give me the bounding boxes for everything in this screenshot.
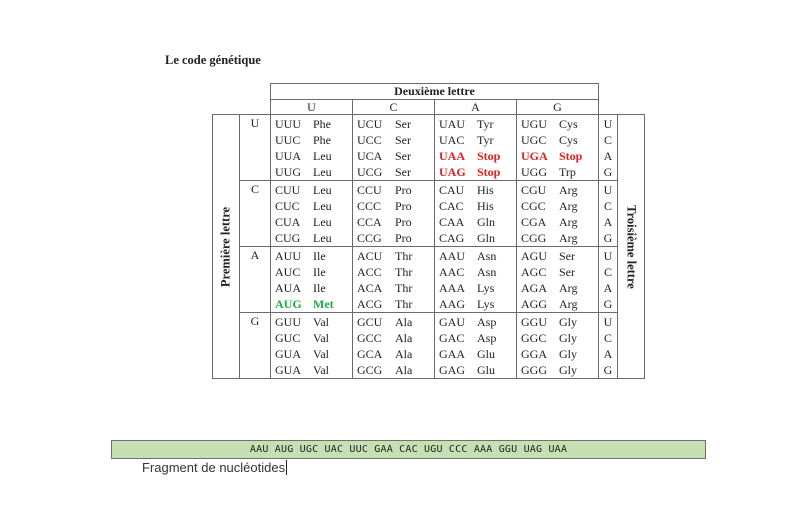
codon-entry <box>275 214 350 230</box>
codon-entry <box>439 248 514 264</box>
amino-acid: Arg <box>559 297 578 311</box>
amino-acid: Ala <box>395 347 413 361</box>
codon-entry <box>357 264 432 280</box>
codon-entry <box>275 314 350 330</box>
amino-acid: Asp <box>477 315 497 329</box>
amino-acid: Met <box>313 297 334 311</box>
codon-entry <box>521 314 596 330</box>
column-letter-row <box>213 100 645 115</box>
codon-entry <box>275 330 350 346</box>
codon-entry <box>521 214 596 230</box>
third-letter: G <box>603 165 613 179</box>
third-letter-label: Troisième lettre <box>624 204 639 289</box>
third-letter-cell <box>599 115 618 181</box>
amino-acid: Leu <box>313 149 332 163</box>
amino-acid: Pro <box>395 215 412 229</box>
codon: GGG <box>521 363 547 377</box>
genetic-code-table <box>212 83 645 379</box>
amino-acid: Stop <box>559 149 583 163</box>
codon-cell <box>517 313 599 379</box>
first-letter: C <box>240 181 271 247</box>
codon-entry <box>521 248 596 264</box>
third-letter: C <box>603 133 612 147</box>
third-letter-axis <box>618 115 645 379</box>
codon-entry <box>439 314 514 330</box>
amino-acid: Asn <box>477 265 497 279</box>
codon-cell <box>517 115 599 181</box>
codon: CUA <box>275 215 301 229</box>
text-cursor <box>286 460 287 475</box>
codon: GCU <box>357 315 383 329</box>
first-letter-label: Première lettre <box>218 206 233 287</box>
amino-acid: Trp <box>559 165 576 179</box>
amino-acid: Cys <box>559 117 578 131</box>
amino-acid: Ala <box>395 331 413 345</box>
codon: AUG <box>275 297 302 311</box>
column-letter: C <box>353 100 435 115</box>
codon: UGC <box>521 133 547 147</box>
amino-acid: Arg <box>559 215 578 229</box>
codon-entry <box>521 164 596 180</box>
codon-entry <box>357 164 432 180</box>
codon: GUA <box>275 347 301 361</box>
codon: UAG <box>439 165 466 179</box>
codon: UAC <box>439 133 465 147</box>
codon-cell <box>271 313 353 379</box>
codon-entry <box>439 164 514 180</box>
codon-entry <box>275 164 350 180</box>
codon-entry <box>275 182 350 198</box>
header-row <box>213 84 645 100</box>
codon: CCU <box>357 183 382 197</box>
codon-entry <box>275 346 350 362</box>
amino-acid: Gly <box>559 315 577 329</box>
codon-entry <box>275 362 350 378</box>
amino-acid: Gly <box>559 331 577 345</box>
codon: AUC <box>275 265 301 279</box>
codon-entry <box>439 230 514 246</box>
amino-acid: Tyr <box>477 117 494 131</box>
column-letter: A <box>435 100 517 115</box>
codon: UGA <box>521 149 548 163</box>
codon: GAG <box>439 363 465 377</box>
codon-entry <box>357 132 432 148</box>
amino-acid: Leu <box>313 165 332 179</box>
first-letter: U <box>240 115 271 181</box>
codon: AAC <box>439 265 465 279</box>
codon-entry <box>357 148 432 164</box>
codon-entry <box>357 248 432 264</box>
codon-cell <box>517 247 599 313</box>
amino-acid: Glu <box>477 363 495 377</box>
codon-entry <box>357 330 432 346</box>
codon-cell <box>271 181 353 247</box>
codon-entry <box>275 230 350 246</box>
codon: UCU <box>357 117 383 131</box>
codon: AAU <box>439 249 465 263</box>
codon: GUC <box>275 331 301 345</box>
codon: UUA <box>275 149 301 163</box>
codon-block-row <box>213 181 645 247</box>
codon-entry <box>439 346 514 362</box>
codon-entry <box>521 198 596 214</box>
amino-acid: Thr <box>395 265 413 279</box>
codon: UGU <box>521 117 547 131</box>
amino-acid: Tyr <box>477 133 494 147</box>
codon-cell <box>435 313 517 379</box>
codon-cell <box>353 115 435 181</box>
third-letter: C <box>603 199 612 213</box>
third-letter-cell <box>599 313 618 379</box>
codon: AAG <box>439 297 465 311</box>
amino-acid: Asn <box>477 249 497 263</box>
first-letter: A <box>240 247 271 313</box>
codon: UUU <box>275 117 301 131</box>
codon-entry <box>439 116 514 132</box>
codon-entry <box>357 214 432 230</box>
codon-entry <box>439 362 514 378</box>
codon: UUC <box>275 133 301 147</box>
amino-acid: Arg <box>559 281 578 295</box>
codon-entry <box>439 214 514 230</box>
codon: GAU <box>439 315 465 329</box>
codon: CCC <box>357 199 382 213</box>
third-letter: A <box>603 215 613 229</box>
amino-acid: Ser <box>395 165 411 179</box>
amino-acid: Val <box>313 315 329 329</box>
codon: UAU <box>439 117 465 131</box>
codon-cell <box>435 247 517 313</box>
amino-acid: Val <box>313 331 329 345</box>
codon-entry <box>439 330 514 346</box>
codon-entry <box>439 132 514 148</box>
codon: CCG <box>357 231 382 245</box>
amino-acid: Ala <box>395 315 413 329</box>
amino-acid: Cys <box>559 133 578 147</box>
codon: GAA <box>439 347 465 361</box>
codon: GGU <box>521 315 547 329</box>
codon-entry <box>439 296 514 312</box>
codon: AGU <box>521 249 547 263</box>
codon: UCG <box>357 165 383 179</box>
codon: CUU <box>275 183 301 197</box>
codon-block-row <box>213 247 645 313</box>
first-letter-axis <box>213 115 240 379</box>
codon: GGC <box>521 331 547 345</box>
codon-entry <box>357 116 432 132</box>
amino-acid: Pro <box>395 199 412 213</box>
amino-acid: Ile <box>313 265 326 279</box>
amino-acid: Pro <box>395 183 412 197</box>
amino-acid: Stop <box>477 149 501 163</box>
amino-acid: Arg <box>559 231 578 245</box>
codon-entry <box>439 182 514 198</box>
third-letter: U <box>603 249 613 263</box>
codon-entry <box>357 362 432 378</box>
codon: CAG <box>439 231 465 245</box>
codon: CGA <box>521 215 547 229</box>
amino-acid: Ala <box>395 363 413 377</box>
codon-entry <box>357 280 432 296</box>
third-letter-cell <box>599 181 618 247</box>
codon-entry <box>275 280 350 296</box>
codon-cell <box>353 247 435 313</box>
codon-entry <box>521 346 596 362</box>
amino-acid: Glu <box>477 347 495 361</box>
codon: AGG <box>521 297 547 311</box>
codon-entry <box>275 264 350 280</box>
amino-acid: Thr <box>395 281 413 295</box>
codon: CGC <box>521 199 546 213</box>
codon: AAA <box>439 281 465 295</box>
amino-acid: Ser <box>395 117 411 131</box>
codon-entry <box>275 132 350 148</box>
amino-acid: Asp <box>477 331 497 345</box>
amino-acid: Leu <box>313 215 332 229</box>
codon-entry <box>275 116 350 132</box>
codon-entry <box>357 230 432 246</box>
amino-acid: Gln <box>477 215 495 229</box>
amino-acid: Ile <box>313 281 326 295</box>
codon-entry <box>439 264 514 280</box>
codon-entry <box>275 198 350 214</box>
codon: ACA <box>357 281 383 295</box>
third-letter: U <box>603 117 613 131</box>
amino-acid: Ser <box>395 133 411 147</box>
codon-entry <box>439 148 514 164</box>
amino-acid: Leu <box>313 231 332 245</box>
codon-entry <box>521 148 596 164</box>
first-letter: G <box>240 313 271 379</box>
amino-acid: Phe <box>313 133 331 147</box>
codon: GCA <box>357 347 383 361</box>
third-letter: A <box>603 281 613 295</box>
third-letter: G <box>603 363 613 377</box>
codon: GAC <box>439 331 465 345</box>
codon-entry <box>357 314 432 330</box>
amino-acid: Val <box>313 363 329 377</box>
nucleotide-sequence: AAU AUG UGC UAC UUC GAA CAC UGU CCC AAA GGU UAG UAA <box>111 440 706 459</box>
codon: GGA <box>521 347 547 361</box>
amino-acid: Val <box>313 347 329 361</box>
codon-entry <box>357 198 432 214</box>
caption-text: Fragment de nucléotides <box>142 460 286 475</box>
third-letter: A <box>603 149 613 163</box>
codon: GCC <box>357 331 382 345</box>
codon: GCG <box>357 363 383 377</box>
codon-entry <box>521 280 596 296</box>
codon-entry <box>521 182 596 198</box>
amino-acid: Thr <box>395 297 413 311</box>
codon: AGA <box>521 281 547 295</box>
amino-acid: Ser <box>559 249 575 263</box>
codon-entry <box>357 346 432 362</box>
codon: AUA <box>275 281 301 295</box>
column-letter: U <box>271 100 353 115</box>
codon-entry <box>439 280 514 296</box>
codon: CGU <box>521 183 547 197</box>
amino-acid: Phe <box>313 117 331 131</box>
second-letter-header: Deuxième lettre <box>271 84 599 100</box>
amino-acid: Ile <box>313 249 326 263</box>
codon-entry <box>275 296 350 312</box>
codon-block-row <box>213 313 645 379</box>
codon-entry <box>521 362 596 378</box>
codon-cell <box>435 181 517 247</box>
codon: UCC <box>357 133 382 147</box>
codon: AUU <box>275 249 301 263</box>
sequence-caption[interactable] <box>142 460 287 475</box>
codon: GUU <box>275 315 301 329</box>
amino-acid: Thr <box>395 249 413 263</box>
codon: ACU <box>357 249 383 263</box>
amino-acid: Arg <box>559 183 578 197</box>
third-letter: G <box>603 297 613 311</box>
codon: CCA <box>357 215 382 229</box>
amino-acid: His <box>477 199 494 213</box>
amino-acid: Arg <box>559 199 578 213</box>
amino-acid: Stop <box>477 165 501 179</box>
codon-entry <box>521 132 596 148</box>
codon: CUG <box>275 231 301 245</box>
amino-acid: Leu <box>313 199 332 213</box>
codon-cell <box>353 313 435 379</box>
codon-entry <box>521 296 596 312</box>
amino-acid: Lys <box>477 281 495 295</box>
codon: GUA <box>275 363 301 377</box>
codon-entry <box>357 182 432 198</box>
third-letter: G <box>603 231 613 245</box>
codon: CAU <box>439 183 465 197</box>
codon: UCA <box>357 149 383 163</box>
codon-entry <box>357 296 432 312</box>
amino-acid: Gly <box>559 363 577 377</box>
codon: ACC <box>357 265 382 279</box>
codon-entry <box>521 116 596 132</box>
codon: UAA <box>439 149 465 163</box>
codon-block-row <box>213 115 645 181</box>
codon-entry <box>521 230 596 246</box>
amino-acid: Gln <box>477 231 495 245</box>
third-letter-cell <box>599 247 618 313</box>
amino-acid: Pro <box>395 231 412 245</box>
codon: CUC <box>275 199 300 213</box>
codon: UGG <box>521 165 547 179</box>
codon: UUG <box>275 165 301 179</box>
document-title: Le code génétique <box>165 53 261 67</box>
codon-cell <box>517 181 599 247</box>
codon-entry <box>521 264 596 280</box>
third-letter: C <box>603 265 612 279</box>
codon: CAC <box>439 199 464 213</box>
amino-acid: Gly <box>559 347 577 361</box>
codon-cell <box>271 115 353 181</box>
amino-acid: Ser <box>395 149 411 163</box>
codon-entry <box>275 148 350 164</box>
codon-entry <box>275 248 350 264</box>
third-letter: U <box>603 315 613 329</box>
third-letter: A <box>603 347 613 361</box>
codon: AGC <box>521 265 547 279</box>
codon: CGG <box>521 231 547 245</box>
codon-entry <box>521 330 596 346</box>
amino-acid: Lys <box>477 297 495 311</box>
codon-entry <box>439 198 514 214</box>
third-letter: C <box>603 331 612 345</box>
codon-cell <box>435 115 517 181</box>
codon-cell <box>353 181 435 247</box>
amino-acid: His <box>477 183 494 197</box>
codon: CAA <box>439 215 465 229</box>
column-letter: G <box>517 100 599 115</box>
amino-acid: Ser <box>559 265 575 279</box>
codon: ACG <box>357 297 383 311</box>
amino-acid: Leu <box>313 183 332 197</box>
third-letter: U <box>603 183 613 197</box>
codon-cell <box>271 247 353 313</box>
